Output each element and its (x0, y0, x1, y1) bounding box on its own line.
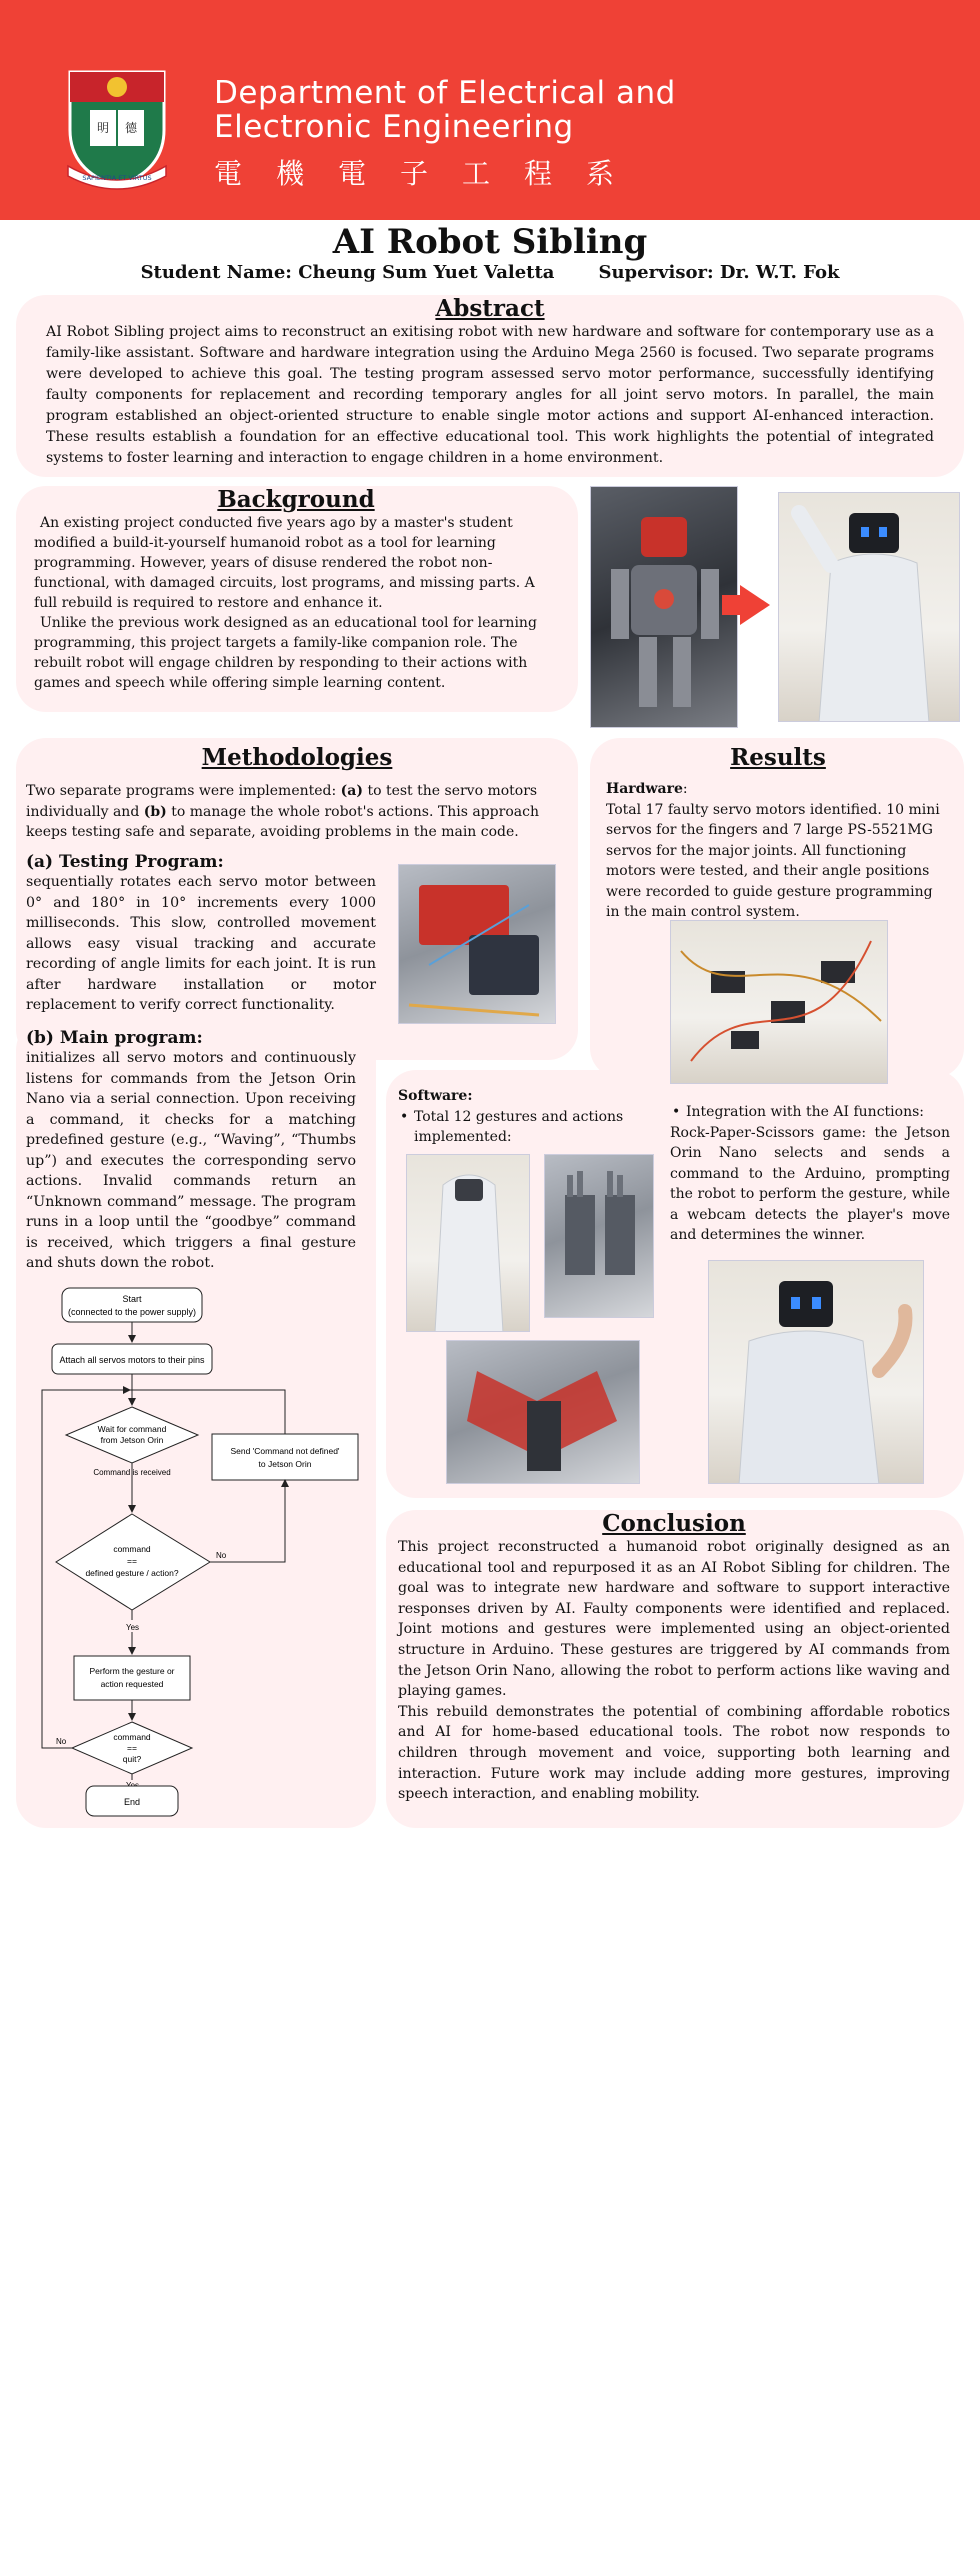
flow-end-node (86, 1786, 178, 1816)
gesture-photo-hooded (406, 1154, 530, 1332)
background-heading: Background (217, 486, 375, 513)
svg-text:Start: Start (122, 1294, 142, 1304)
methodologies-intro (26, 781, 568, 843)
svg-text:==: == (127, 1556, 137, 1566)
results-hardware-section (606, 744, 950, 923)
intro-text-1: Two separate programs were implemented: (26, 783, 341, 799)
svg-text:quit?: quit? (122, 1754, 142, 1764)
conclusion-heading: Conclusion (602, 1510, 746, 1537)
testing-program-section (26, 848, 376, 1016)
department-line-2: Electronic Engineering (214, 109, 574, 145)
robot-pose-icon (407, 1155, 530, 1332)
main-program-section (26, 1024, 356, 1274)
intro-label-a: (a) (340, 783, 363, 799)
student-name: Student Name: Cheung Sum Yuet Valetta (140, 262, 555, 283)
ai-bullet: • Integration with the AI functions: (670, 1102, 950, 1123)
robot-torso-icon (447, 1341, 640, 1484)
testing-program-text: sequentially rotates each servo motor between 0° and 180° in 10° increments every 1000 milliseconds. This slow, controlled movement allows easy visual tracking and accurate recording of angle limits for each joint. It is run after hardware installation or motor replacement to verify correct functionality. (26, 874, 376, 1013)
author-line (0, 262, 980, 283)
servo-motors-photo (670, 920, 888, 1084)
background-paragraph-1: An existing project conducted five years ago by a master's student modified a build-it-yourself humanoid robot as a tool for learning programming. However, years of disuse rendered the robot non-functional, with damaged circuits, lost programs, and missing parts. A full rebuild is required to restore and enhance it. (34, 515, 535, 611)
robot-game-icon (709, 1261, 924, 1484)
svg-text:Send 'Command not defined': Send 'Command not defined' (230, 1446, 340, 1456)
results-ai-section (670, 1102, 950, 1246)
flow-send-node (212, 1434, 358, 1480)
svg-text:action requested: action requested (100, 1679, 164, 1689)
flow-no-label-1: No (216, 1551, 227, 1560)
svg-text:End: End (123, 1797, 141, 1807)
svg-text:Attach all servos motors to th: Attach all servos motors to their pins (59, 1355, 205, 1365)
hooded-robot-icon (779, 493, 960, 722)
svg-text:德: 德 (124, 121, 138, 135)
flow-wait-node (66, 1407, 198, 1463)
abstract-text: AI Robot Sibling project aims to reconstruct an exitising robot with new hardware and software for contemporary use as a family-like assistant. Software and hardware integration using the Arduino Mega 2560 is focused. Two separate programs were developed to achieve this goal. The testing program assessed servo motor performance, successfully identifying faulty components for replacement and recording temporary angles for all joint servo motors. In parallel, the main program established an object-oriented structure to enable single motor actions and support AI-enhanced interaction. These results establish a foundation for an effective educational tool. This work highlights the potential of integrated systems to foster learning and interaction to engage children in a home environment. (46, 324, 934, 466)
flow-attach-node (52, 1344, 212, 1374)
disassembled-robot-icon (591, 487, 738, 728)
rps-game-photo (708, 1260, 924, 1484)
testing-setup-photo (398, 864, 556, 1024)
svg-text:明: 明 (96, 121, 110, 135)
svg-text:==: == (127, 1743, 137, 1753)
department-name-chinese: 電機電子工程系 (214, 157, 649, 190)
flow-start-node (62, 1288, 202, 1322)
results-heading: Results (730, 744, 826, 771)
svg-text:Wait for command: Wait for command (97, 1424, 167, 1434)
conclusion-panel (386, 1510, 964, 1828)
background-panel (16, 486, 578, 712)
robot-hands-icon (545, 1155, 654, 1318)
servo-pile-icon (671, 921, 888, 1084)
testing-program-title: (a) Testing Program: (26, 852, 224, 872)
flow-check-node (56, 1514, 210, 1610)
hardware-colon: : (682, 781, 688, 797)
hardware-label: Hardware (606, 781, 683, 797)
flow-quit-node (72, 1722, 192, 1774)
poster-title: AI Robot Sibling (332, 222, 648, 262)
intro-text-2: to test the servo motors individually and (26, 783, 538, 820)
department-line-1: Department of Electrical and (214, 75, 676, 111)
main-program-text: initializes all servo motors and continuously listens for commands from the Jetson Orin Nano via a serial connection. Upon receiving a command, it checks for a matching predefined gesture (e.g., “Waving”, “Thumbs up”) and executes the corresponding servo actions. Invalid commands return an “Unknown command” message. The program runs in a loop until the “goodbye” command is received, which triggers a final gesture and shuts down the robot. (26, 1050, 356, 1271)
intro-text-3: to manage the whole robot's actions. This approach keeps testing safe and separate, avoiding problems in the main code. (26, 803, 539, 840)
background-paragraph-2: Unlike the previous work designed as an educational tool for learning programming, this project targets a family-like companion role. The rebuilt robot will engage children by responding to their actions with games and speech while offering simple learning content. (34, 615, 537, 691)
abstract-heading: Abstract (435, 295, 545, 322)
svg-text:from Jetson Orin: from Jetson Orin (100, 1435, 164, 1445)
svg-text:defined gesture / action?: defined gesture / action? (85, 1568, 179, 1578)
hku-crest-icon (62, 66, 172, 190)
servo-test-rig-icon (399, 865, 556, 1024)
right-arrow-icon (740, 585, 770, 625)
header-banner (0, 0, 980, 220)
svg-text:(connected to the power supply: (connected to the power supply) (67, 1307, 197, 1317)
software-label: Software: (398, 1088, 473, 1104)
methodologies-content (26, 744, 568, 843)
hardware-text: Total 17 faulty servo motors identified. 10 mini servos for the fingers and 7 large PS-5521MG servos for the major joints. All functioning motors were tested, and their angle positions were recorded to guide gesture programming in the main control system. (606, 801, 940, 920)
abstract-panel (16, 295, 964, 477)
software-bullet: • Total 12 gestures and actions implemented: (398, 1107, 648, 1148)
conclusion-paragraph-1: This project reconstructed a humanoid robot originally designed as an educational tool and repurposed it as an AI Robot Sibling for children. The goal was to integrate new hardware and software to support interactive responses driven by AI. Faulty components were identified and replaced. Joint motions and gestures were implemented using an object-oriented structure in Arduino. These gestures are triggered by AI commands from the Jetson Orin Nano, allowing the robot to perform actions like waving and playing games. (398, 1539, 950, 1700)
old-robot-photo (590, 486, 738, 728)
intro-label-b: (b) (143, 803, 167, 820)
svg-text:command: command (113, 1544, 151, 1554)
svg-text:command: command (113, 1732, 151, 1742)
gesture-photo-torso (446, 1340, 640, 1484)
svg-text:Perform the gesture or: Perform the gesture or (89, 1666, 175, 1676)
arrow-shaft (722, 595, 742, 615)
department-name (214, 76, 676, 144)
methodologies-heading: Methodologies (201, 744, 393, 771)
flow-received-label: Command is received (93, 1468, 171, 1477)
svg-text:SAPIENTIA ET VIRTUS: SAPIENTIA ET VIRTUS (82, 174, 152, 182)
flow-yes-label-1: Yes (126, 1623, 140, 1632)
conclusion-paragraph-2: This rebuild demonstrates the potential of combining affordable robotics and AI for home-based educational tools. The robot now responds to children through movement and voice, supporting both learning and interaction. Future work may include adding more gestures, improving speech interaction, and enabling mobility. (398, 1703, 950, 1803)
flow-no-label-2: No (56, 1737, 67, 1746)
new-robot-photo (778, 492, 960, 722)
program-flowchart (26, 1280, 376, 1820)
svg-text:to Jetson Orin: to Jetson Orin (258, 1459, 312, 1469)
main-program-title: (b) Main program: (26, 1028, 203, 1048)
flow-perform-node (74, 1656, 190, 1700)
gesture-photo-hands (544, 1154, 654, 1318)
results-software-section (398, 1086, 648, 1148)
supervisor-name: Supervisor: Dr. W.T. Fok (598, 262, 840, 283)
ai-text: Rock-Paper-Scissors game: the Jetson Orin Nano selects and sends a command to the Arduino, prompting the robot to perform the gesture, while a webcam detects the player's move and determines the winner. (670, 1124, 950, 1243)
